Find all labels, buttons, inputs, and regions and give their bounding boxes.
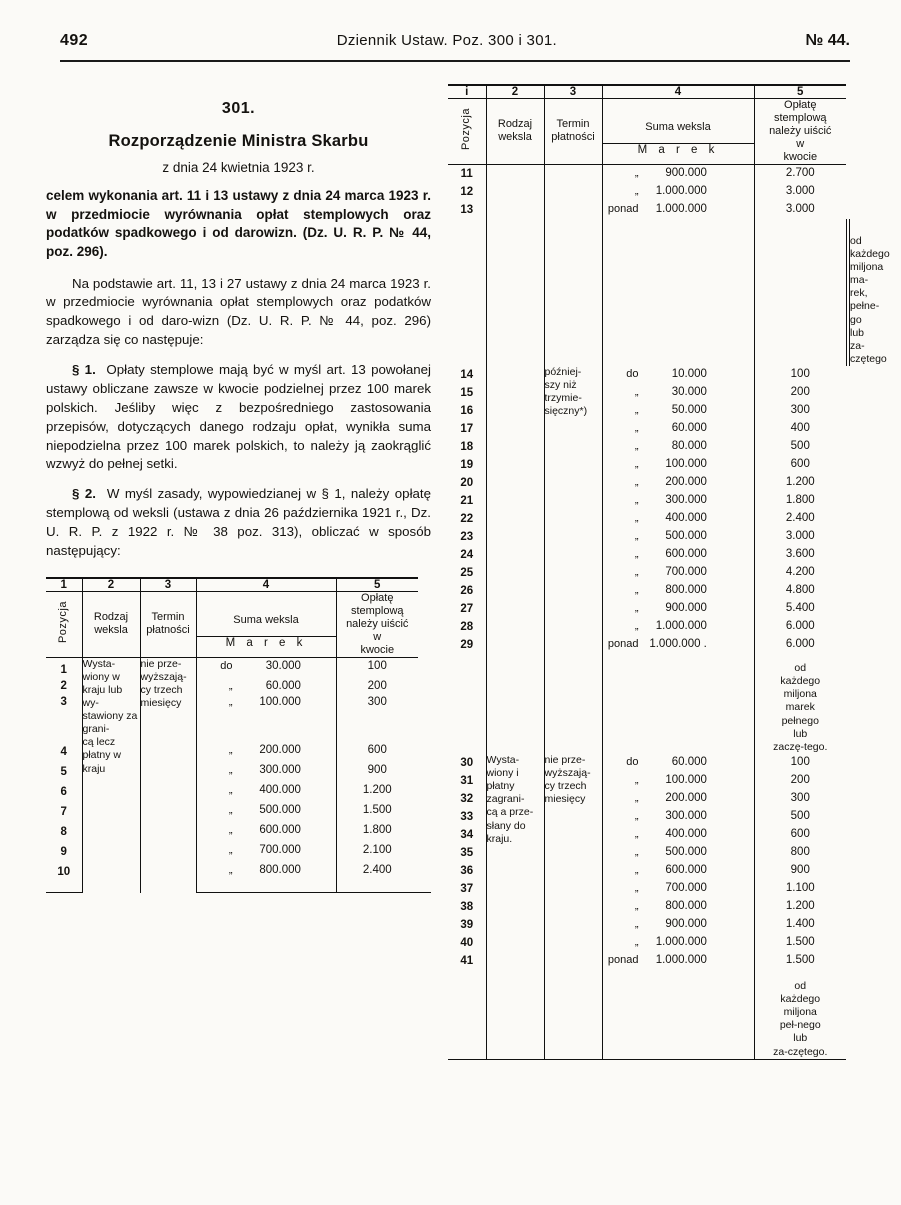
cell-pozycja: 6 bbox=[60, 785, 67, 798]
cell-oplata: 1.500 bbox=[754, 952, 846, 970]
note-2: od każdego miljona marek pełnego lub zaczę-tego. bbox=[754, 654, 846, 754]
table-colnum-row bbox=[46, 578, 431, 592]
table-row bbox=[46, 658, 431, 678]
cell-pozycja: 11 bbox=[460, 167, 473, 180]
note-3: od każdego miljona peł-nego lub za-czętego. bbox=[754, 970, 846, 1059]
paragraph-1: Na podstawie art. 11, 13 i 27 ustawy z dnia 24 marca 1923 r. w przedmiocie wyrównania opłat stemplowych oraz podatków spadkowego i od daro-wizn (Dz. U. R. P. № 44, poz. 296) zarządza się co następuje: bbox=[46, 275, 431, 348]
cell-oplata: 2.400 bbox=[336, 862, 418, 882]
cell-pozycja: 4 bbox=[60, 745, 67, 758]
section-number: 301. bbox=[221, 100, 256, 117]
cell-pozycja: 14 bbox=[460, 369, 474, 382]
paragraph-2-text: Opłaty stemplowe mają być w myśl art. 13 powołanej ustawy obliczane zawsze w kwocie podzielnej przez 100 marek polskich. Jeśliby więc z bezpośredniego zastosowania przepisów, dotyczących danego rodzaju opłat, wynikła suma niepodzielna przez 100 marek polskich, to należy ją zaokrąglić wzwyż do pełnej setki. bbox=[46, 362, 432, 472]
cell-pozycja: 2 bbox=[60, 679, 67, 692]
cell-oplata: 5.400 bbox=[754, 600, 846, 618]
cell-pozycja: 32 bbox=[460, 792, 474, 805]
cell-termin: nie prze- wyższają- cy trzech miesięcy bbox=[544, 754, 602, 970]
cell-suma: „ 1.000.000 bbox=[602, 183, 754, 201]
table-right bbox=[448, 84, 890, 1060]
table-row bbox=[448, 366, 853, 384]
cell-suma: „ 1.000.000 bbox=[602, 934, 754, 952]
cell-oplata: 800 bbox=[754, 844, 846, 862]
cell-suma: „ 1.000.000 bbox=[602, 618, 754, 636]
colnum-3: 3 bbox=[140, 578, 196, 592]
table-right-grid bbox=[448, 84, 890, 1060]
cell-pozycja: 23 bbox=[460, 531, 474, 544]
cell-suma: „ 900.000 bbox=[602, 165, 754, 183]
cell-pozycja: 38 bbox=[460, 900, 474, 913]
table-colnum-row bbox=[448, 85, 853, 99]
cell-pozycja: 30 bbox=[460, 756, 474, 769]
paragraph-3-text: W myśl zasady, wypowiedzianej w § 1, należy opłatę stemplową od weksli (ustawa z dnia 26 października 1921 r., Dz. U. R. P. z 1922 r. № 38 poz. 313), obliczać w sposób następujący: bbox=[46, 486, 432, 558]
cell-suma: „ 100.000 bbox=[196, 694, 336, 710]
cell-suma: „ 50.000 bbox=[602, 402, 754, 420]
cell-pozycja: 40 bbox=[460, 936, 474, 949]
cell-oplata: 1.200 bbox=[336, 782, 418, 802]
cell-pozycja: 33 bbox=[460, 810, 474, 823]
cell-suma: do 30.000 bbox=[196, 658, 336, 678]
cell-pozycja: 34 bbox=[460, 828, 474, 841]
cell-oplata: 2.700 bbox=[754, 165, 846, 183]
cell-suma: „ 800.000 bbox=[196, 862, 336, 882]
cell-suma: „ 30.000 bbox=[602, 384, 754, 402]
cell-rodzaj bbox=[486, 165, 544, 366]
paragraph-2 bbox=[46, 361, 431, 474]
cell-oplata: 200 bbox=[754, 772, 846, 790]
cell-oplata: 600 bbox=[754, 826, 846, 844]
cell-suma: „ 400.000 bbox=[602, 510, 754, 528]
cell-rodzaj bbox=[486, 366, 544, 654]
header-oplata: Opłatę stemplową należy uiścić w kwocie bbox=[336, 591, 418, 657]
paragraph-3-label: § 2. bbox=[72, 486, 96, 502]
right-column bbox=[448, 84, 890, 1060]
cell-suma: „ 300.000 bbox=[602, 492, 754, 510]
cell-pozycja: 28 bbox=[460, 621, 474, 634]
cell-oplata: 4.800 bbox=[754, 582, 846, 600]
cell-suma: ponad 1.000.000 bbox=[602, 201, 754, 219]
cell-oplata: 3.000 bbox=[754, 528, 846, 546]
cell-oplata: 2.400 bbox=[754, 510, 846, 528]
cell-oplata: 1.800 bbox=[336, 822, 418, 842]
cell-pozycja: 37 bbox=[460, 882, 474, 895]
cell-suma: „ 800.000 bbox=[602, 898, 754, 916]
cell-pozycja: 12 bbox=[460, 185, 474, 198]
table-left-grid bbox=[46, 577, 431, 893]
cell-oplata: 2.100 bbox=[336, 842, 418, 862]
cell-pozycja: 24 bbox=[460, 549, 474, 562]
colnum-1: 1 bbox=[46, 578, 82, 592]
cell-suma: „ 60.000 bbox=[196, 678, 336, 694]
cell-suma: „ 500.000 bbox=[602, 528, 754, 546]
cell-oplata: 300 bbox=[754, 790, 846, 808]
cell-oplata: 200 bbox=[754, 384, 846, 402]
cell-suma: „ 300.000 bbox=[196, 762, 336, 782]
cell-pozycja: 25 bbox=[460, 567, 474, 580]
cell-pozycja: 26 bbox=[460, 585, 474, 598]
table-bottom-rule bbox=[448, 1059, 853, 1060]
cell-pozycja: 20 bbox=[460, 477, 474, 490]
cell-suma: „ 400.000 bbox=[196, 782, 336, 802]
paragraph-2-label: § 1. bbox=[72, 362, 96, 377]
cell-oplata: 200 bbox=[336, 678, 418, 694]
cell-rodzaj: Wysta- wiony i płatny zagrani- cą a prze- słany do kraju. bbox=[486, 754, 544, 970]
cell-suma: „ 700.000 bbox=[602, 880, 754, 898]
document-subtitle: z dnia 24 kwietnia 1923 r. bbox=[162, 160, 315, 175]
cell-pozycja: 8 bbox=[60, 825, 67, 838]
header-pozycja: Pozycja bbox=[46, 591, 82, 657]
cell-oplata: 100 bbox=[336, 658, 418, 678]
cell-suma: do 60.000 bbox=[602, 754, 754, 772]
cell-suma: „ 700.000 bbox=[196, 842, 336, 862]
colnum-5: 5 bbox=[754, 85, 846, 99]
cell-termin: nie prze- wyższają- cy trzech miesięcy bbox=[140, 658, 196, 893]
marek-label: M a r e k bbox=[196, 636, 336, 657]
cell-oplata: 6.000 bbox=[754, 636, 846, 654]
table-row bbox=[448, 165, 853, 183]
header-rule bbox=[60, 60, 850, 62]
cell-pozycja: 5 bbox=[60, 765, 67, 778]
cell-oplata: 6.000 bbox=[754, 618, 846, 636]
cell-oplata: 4.200 bbox=[754, 564, 846, 582]
cell-suma: „ 100.000 bbox=[602, 772, 754, 790]
cell-oplata: 1.800 bbox=[754, 492, 846, 510]
cell-pozycja: 21 bbox=[460, 495, 474, 508]
cell-suma: „ 500.000 bbox=[602, 844, 754, 862]
header-suma-weksla: Suma weksla bbox=[196, 591, 336, 636]
cell-suma: „ 100.000 bbox=[602, 456, 754, 474]
cell-pozycja: 36 bbox=[460, 864, 474, 877]
cell-suma: „ 600.000 bbox=[196, 822, 336, 842]
header-title: Dziennik Ustaw. Poz. 300 i 301. bbox=[336, 32, 557, 49]
cell-oplata: 300 bbox=[336, 694, 418, 710]
colnum-4: 4 bbox=[196, 578, 336, 592]
cell-oplata: 1.500 bbox=[754, 934, 846, 952]
colnum-1: i bbox=[448, 85, 486, 99]
header-termin: Termin płatności bbox=[544, 99, 602, 165]
cell-oplata: 3.000 bbox=[754, 183, 846, 201]
cell-suma: do 10.000 bbox=[602, 366, 754, 384]
cell-oplata: 1.100 bbox=[754, 880, 846, 898]
cell-suma: „ 900.000 bbox=[602, 600, 754, 618]
cell-pozycja: 3 bbox=[60, 695, 67, 708]
cell-suma: „ 800.000 bbox=[602, 582, 754, 600]
cell-oplata: 1.400 bbox=[754, 916, 846, 934]
table-note-row bbox=[448, 654, 853, 754]
cell-suma: „ 700.000 bbox=[602, 564, 754, 582]
cell-pozycja: 19 bbox=[460, 459, 474, 472]
cell-oplata: 100 bbox=[754, 754, 846, 772]
cell-pozycja: 27 bbox=[460, 603, 474, 616]
cell-oplata: 900 bbox=[754, 862, 846, 880]
cell-oplata: 3.000 bbox=[754, 201, 846, 219]
cell-suma: „ 60.000 bbox=[602, 420, 754, 438]
cell-pozycja: 22 bbox=[460, 513, 474, 526]
cell-oplata: 400 bbox=[754, 420, 846, 438]
cell-oplata: 3.600 bbox=[754, 546, 846, 564]
cell-pozycja: 15 bbox=[460, 387, 474, 400]
cell-suma: „ 200.000 bbox=[602, 474, 754, 492]
cell-pozycja: 35 bbox=[460, 846, 474, 859]
cell-termin bbox=[544, 165, 602, 366]
paragraph-3 bbox=[46, 485, 431, 561]
cell-suma: „ 400.000 bbox=[602, 826, 754, 844]
colnum-2: 2 bbox=[486, 85, 544, 99]
cell-rodzaj: Wysta- wiony w kraju lub wy- stawiony za grani- cą lecz płatny w kraju bbox=[82, 658, 140, 893]
colnum-3: 3 bbox=[544, 85, 602, 99]
cell-suma: ponad 1.000.000 bbox=[602, 952, 754, 970]
cell-oplata: 900 bbox=[336, 762, 418, 782]
header-rodzaj-weksla: Rodzaj weksla bbox=[82, 591, 140, 657]
cell-oplata: 1.500 bbox=[336, 802, 418, 822]
cell-suma: „ 900.000 bbox=[602, 916, 754, 934]
table-row bbox=[448, 754, 853, 772]
colnum-5: 5 bbox=[336, 578, 418, 592]
cell-pozycja: 9 bbox=[60, 845, 67, 858]
cell-oplata: 100 bbox=[754, 366, 846, 384]
cell-suma: „ 600.000 bbox=[602, 862, 754, 880]
cell-pozycja: 39 bbox=[460, 918, 474, 931]
header-termin: Termin płatności bbox=[140, 591, 196, 657]
cell-pozycja: 13 bbox=[460, 203, 474, 216]
colnum-2: 2 bbox=[82, 578, 140, 592]
cell-pozycja: 31 bbox=[460, 774, 474, 787]
cell-suma: „ 600.000 bbox=[602, 546, 754, 564]
header-rodzaj-weksla: Rodzaj weksla bbox=[486, 99, 544, 165]
cell-oplata: 500 bbox=[754, 438, 846, 456]
page-header bbox=[60, 32, 850, 50]
cell-pozycja: 1 bbox=[60, 663, 67, 676]
document-title: Rozporządzenie Ministra Skarbu bbox=[108, 132, 369, 150]
header-oplata: Opłatę stemplową należy uiścić w kwocie bbox=[754, 99, 846, 165]
table-left bbox=[46, 577, 431, 893]
cell-pozycja: 18 bbox=[460, 441, 474, 454]
table-note-row bbox=[448, 970, 853, 1059]
marek-label: M a r e k bbox=[602, 143, 754, 164]
header-suma-weksla: Suma weksla bbox=[602, 99, 754, 144]
left-column bbox=[46, 88, 431, 893]
cell-oplata: 600 bbox=[336, 742, 418, 762]
cell-pozycja: 41 bbox=[460, 954, 474, 967]
page-number: 492 bbox=[60, 32, 89, 49]
cell-pozycja: 17 bbox=[460, 423, 474, 436]
colnum-4: 4 bbox=[602, 85, 754, 99]
header-pozycja: Pozycja bbox=[448, 99, 486, 165]
cell-oplata: 300 bbox=[754, 402, 846, 420]
cell-oplata: 1.200 bbox=[754, 898, 846, 916]
cell-oplata: 1.200 bbox=[754, 474, 846, 492]
cell-termin: później- szy niż trzymie- sięczny*) bbox=[544, 366, 602, 654]
cell-pozycja: 7 bbox=[60, 805, 67, 818]
cell-suma: „ 200.000 bbox=[196, 742, 336, 762]
cell-suma: ponad 1.000.000 . bbox=[602, 636, 754, 654]
cell-suma: „ 200.000 bbox=[602, 790, 754, 808]
cell-oplata: 600 bbox=[754, 456, 846, 474]
cell-suma: „ 300.000 bbox=[602, 808, 754, 826]
issue-number: № 44. bbox=[805, 32, 850, 49]
cell-suma: „ 500.000 bbox=[196, 802, 336, 822]
cell-oplata: 500 bbox=[754, 808, 846, 826]
cell-suma: „ 80.000 bbox=[602, 438, 754, 456]
cell-pozycja: 29 bbox=[460, 639, 474, 652]
cell-pozycja: 16 bbox=[460, 405, 474, 418]
note-1: od każdego miljona ma-rek, pełne-go lub za-czętego bbox=[850, 219, 854, 366]
cell-pozycja: 10 bbox=[57, 865, 71, 878]
table-header-row bbox=[46, 591, 431, 636]
lead-paragraph: celem wykonania art. 11 i 13 ustawy z dnia 24 marca 1923 r. w przedmiocie wyrównania opłat stemplowych oraz podatków spadkowego i od darowizn. (Dz. U. R. P. № 44, poz. 296). bbox=[46, 188, 431, 259]
table-header-row bbox=[448, 99, 853, 144]
